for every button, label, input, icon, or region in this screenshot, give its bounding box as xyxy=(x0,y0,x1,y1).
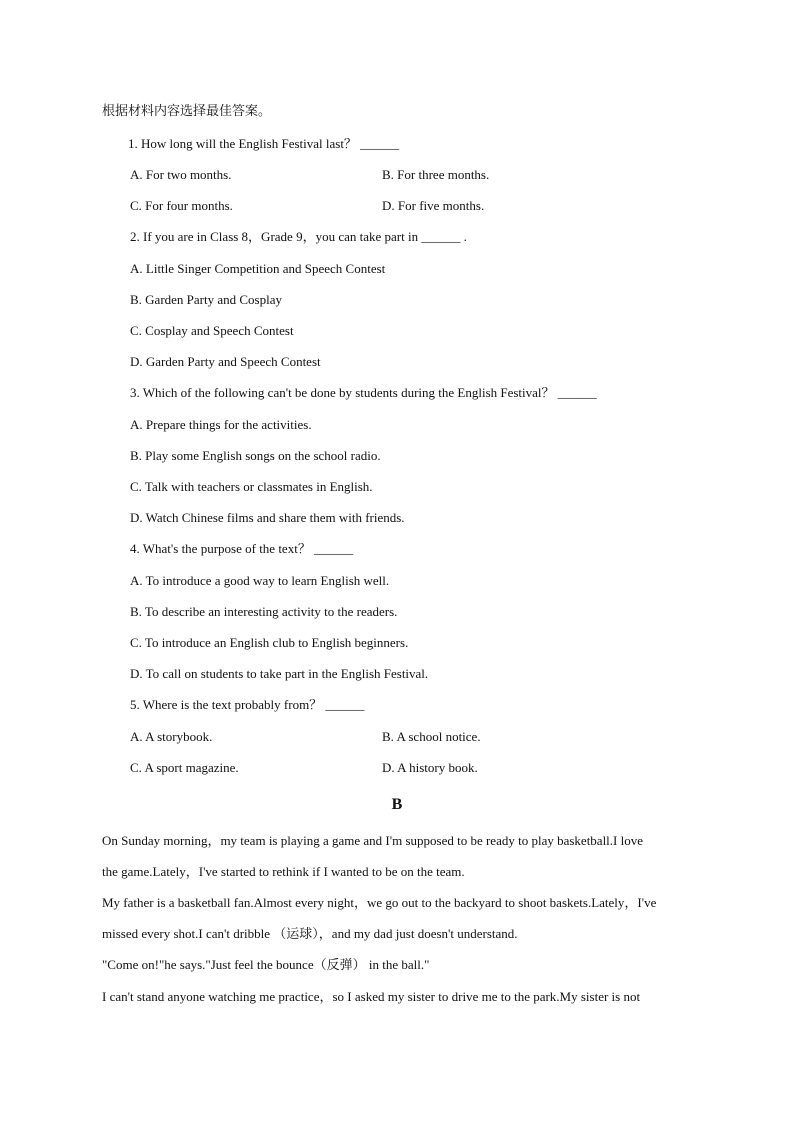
q5-option-d: D. A history book. xyxy=(382,760,478,775)
instruction-text: 根据材料内容选择最佳答案。 xyxy=(102,104,272,119)
question-4-stem: 4. What's the purpose of the text？ ______ xyxy=(130,541,354,556)
q4-option-b: B. To describe an interesting activity to the readers. xyxy=(130,604,398,619)
passage-line: On Sunday morning，my team is playing a game and I'm supposed to be ready to play basketball.I love xyxy=(102,833,644,848)
q4-option-c: C. To introduce an English club to English beginners. xyxy=(130,635,409,650)
q4-option-d: D. To call on students to take part in the English Festival. xyxy=(130,666,429,681)
q3-option-d: D. Watch Chinese films and share them with friends. xyxy=(130,510,405,525)
q5-option-c: C. A sport magazine. xyxy=(130,760,239,775)
q5-option-b: B. A school notice. xyxy=(382,729,481,744)
q1-option-d: D. For five months. xyxy=(382,198,485,213)
passage-line: the game.Lately，I've started to rethink if I wanted to be on the team. xyxy=(102,864,465,879)
question-3-stem: 3. Which of the following can't be done by students during the English Festival？ ______ xyxy=(130,385,597,400)
q3-option-b: B. Play some English songs on the school radio. xyxy=(130,448,381,463)
q2-option-d: D. Garden Party and Speech Contest xyxy=(130,354,321,369)
q4-option-a: A. To introduce a good way to learn English well. xyxy=(130,573,390,588)
q2-option-b: B. Garden Party and Cosplay xyxy=(130,292,283,307)
q2-option-c: C. Cosplay and Speech Contest xyxy=(130,323,294,338)
q3-option-a: A. Prepare things for the activities. xyxy=(130,417,312,432)
q2-option-a: A. Little Singer Competition and Speech Contest xyxy=(130,261,386,276)
q1-option-a: A. For two months. xyxy=(130,167,232,182)
question-1-stem: 1. How long will the English Festival last？ ______ xyxy=(128,136,400,151)
question-2-stem: 2. If you are in Class 8，Grade 9，you can take part in ______ . xyxy=(130,229,467,244)
passage-line: "Come on!"he says."Just feel the bounce（反弹） in the ball." xyxy=(102,957,430,972)
passage-line: missed every shot.I can't dribble （运球），and my dad just doesn't understand. xyxy=(102,926,518,941)
question-5-stem: 5. Where is the text probably from？ ______ xyxy=(130,697,365,712)
q5-option-a: A. A storybook. xyxy=(130,729,213,744)
q1-option-c: C. For four months. xyxy=(130,198,233,213)
q3-option-c: C. Talk with teachers or classmates in English. xyxy=(130,479,373,494)
passage-line: My father is a basketball fan.Almost every night，we go out to the backyard to shoot baskets.Lately，I've xyxy=(102,895,657,910)
q1-option-b: B. For three months. xyxy=(382,167,490,182)
section-b-heading: B xyxy=(391,796,403,813)
passage-line: I can't stand anyone watching me practice，so I asked my sister to drive me to the park.My sister is not xyxy=(102,989,641,1004)
